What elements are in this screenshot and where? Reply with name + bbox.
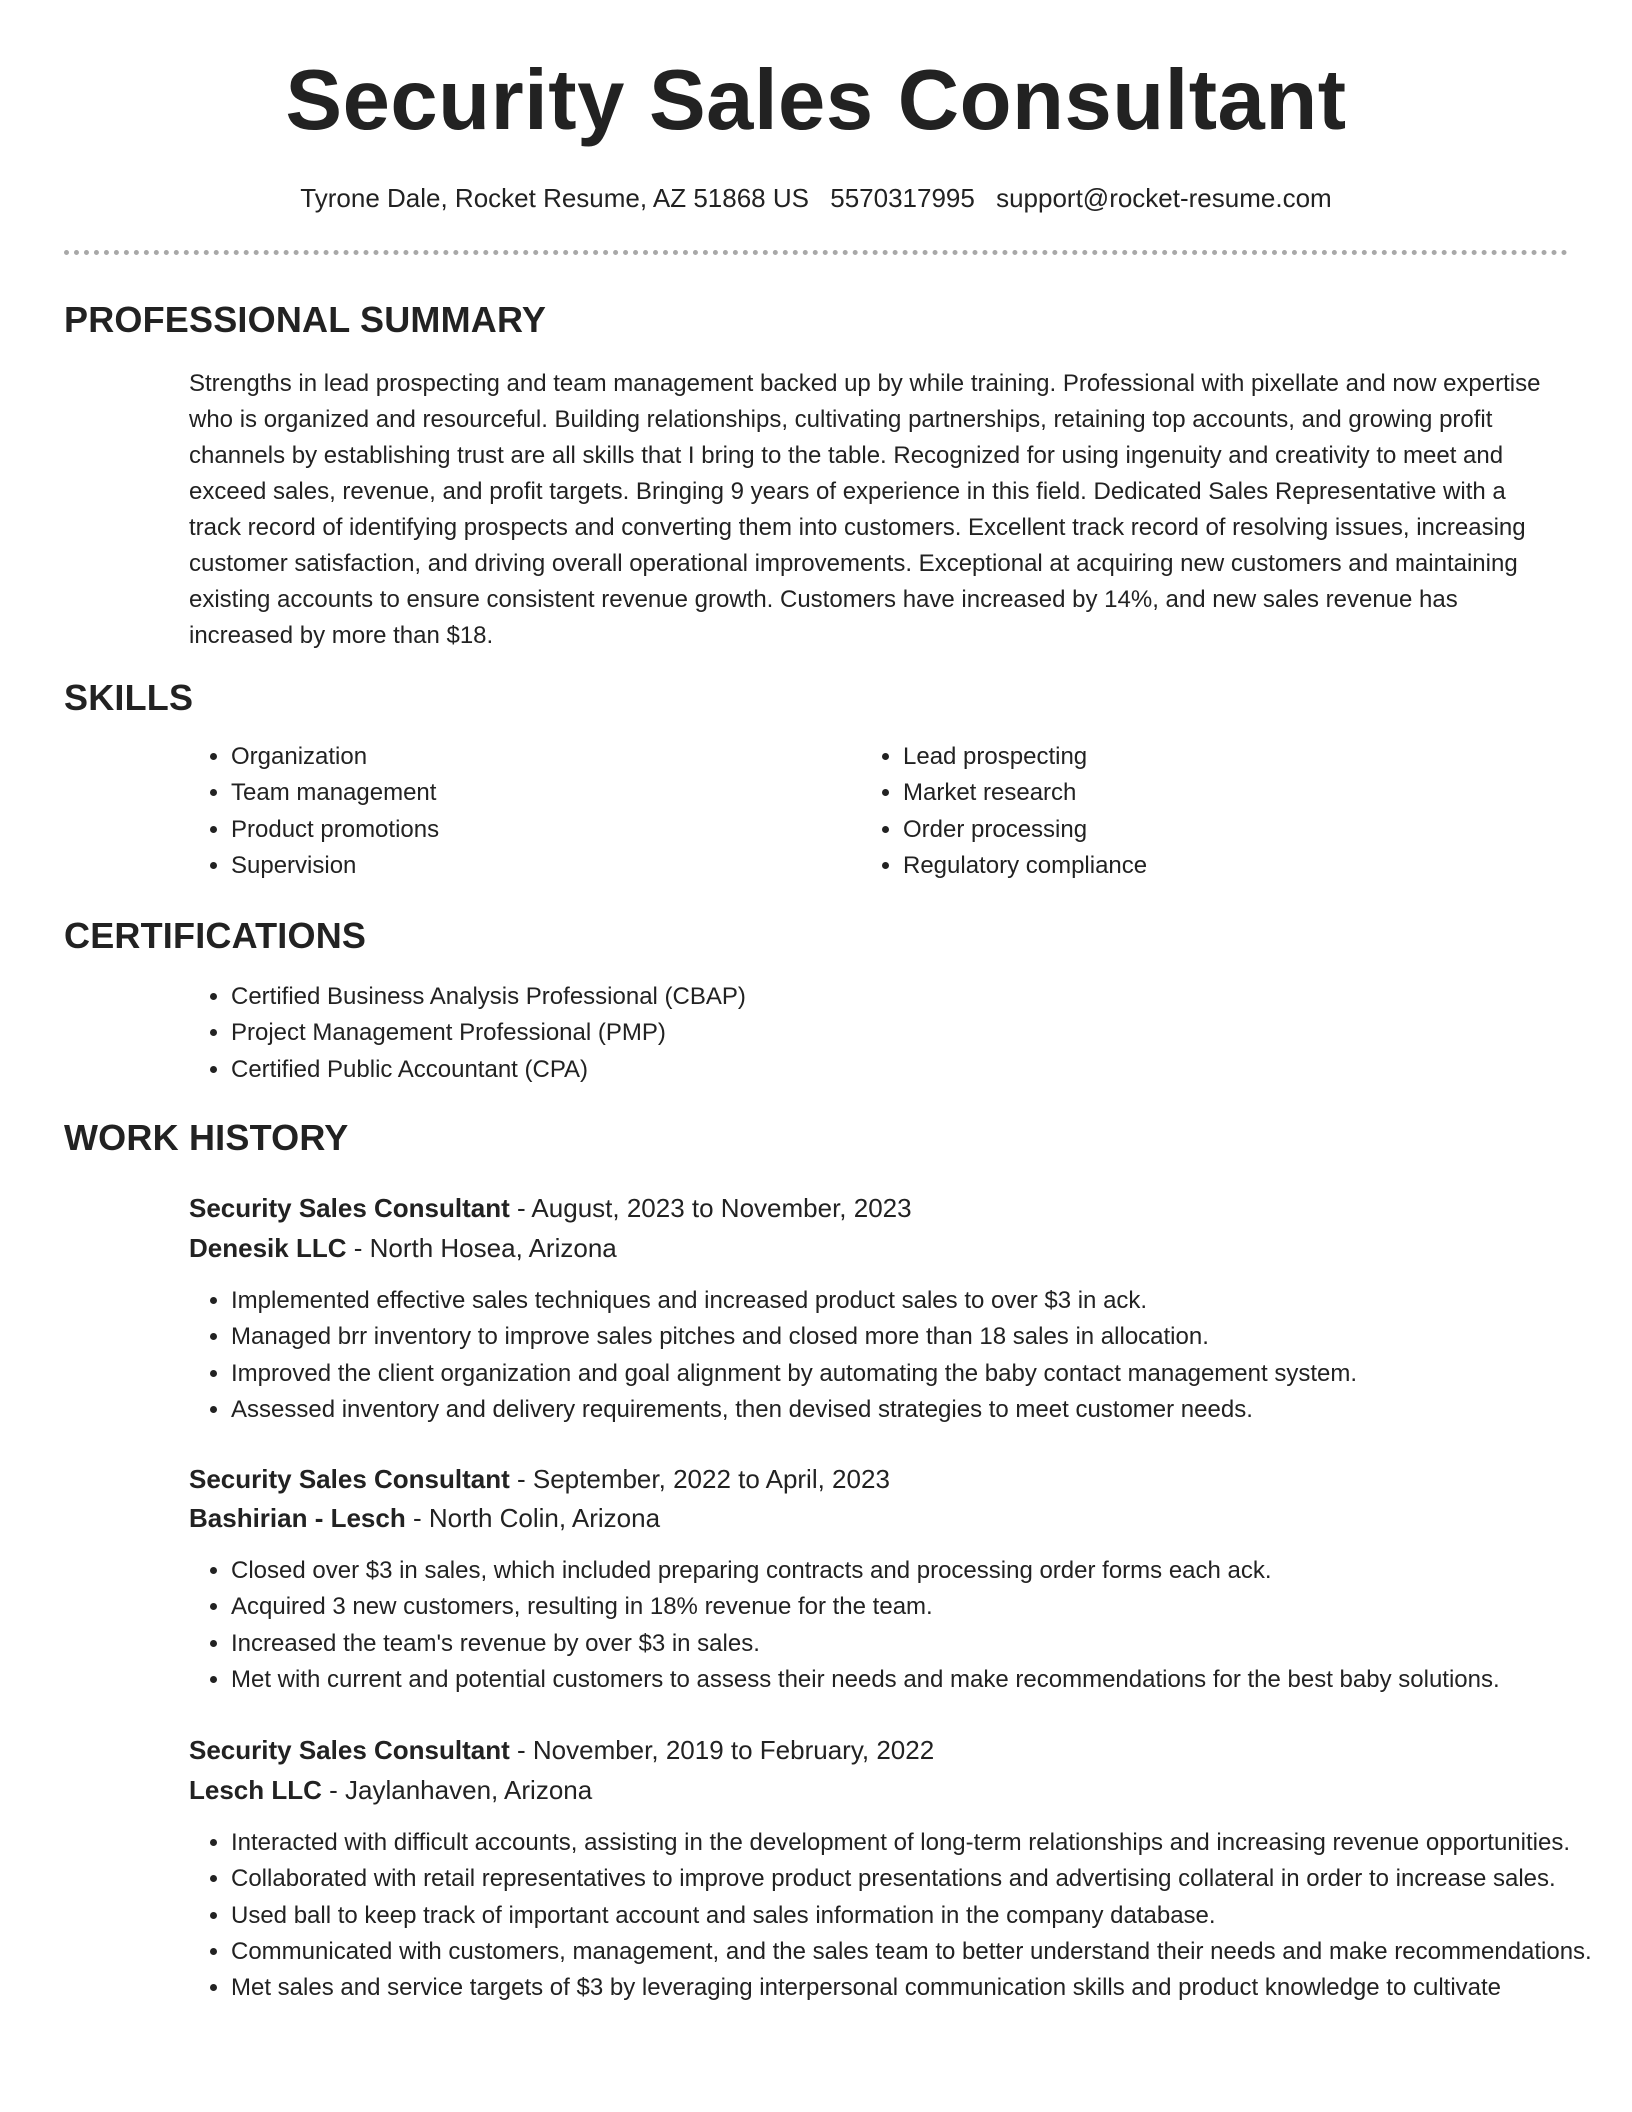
skills-list-right [859, 739, 1583, 884]
contact-line [0, 182, 1632, 214]
job-company: Denesik LLC [189, 1233, 347, 1263]
summary-heading: PROFESSIONAL SUMMARY [64, 299, 547, 340]
job-location: - Jaylanhaven, Arizona [321, 1775, 593, 1805]
certification-item: • Project Management Professional (PMP) [231, 1015, 1591, 1051]
job-company-line [189, 1501, 660, 1535]
skill-item: • Lead prospecting [903, 739, 1583, 775]
skill-item: • Market research [903, 775, 1583, 811]
job-title-line [189, 1191, 912, 1225]
summary-text: Strengths in lead prospecting and team management backed up by while training. Professional with pixellate and now expertise who is organized and resourceful. Building relationships, cultivating partnerships, retaining top accounts, and growing profit channels by establishing trust are all skills that I bring to the table. Recognized for using ingenuity and creativity to meet and exceed sales, revenue, and profit targets. Bringing 9 years of experience in this field. Dedicated Sales Representative with a track record of identifying prospects and converting them into customers. Excellent track record of resolving issues, increasing customer satisfaction, and driving overall operational improvements. Exceptional at acquiring new customers and maintaining existing accounts to ensure consistent revenue growth. Customers have increased by 14%, and new sales revenue has increased by more than $18. [189, 370, 1541, 649]
job-bullet: • Closed over $3 in sales, which included preparing contracts and processing order forms each ack. [231, 1553, 1631, 1589]
job-bullet: • Increased the team's revenue by over $3 in sales. [231, 1626, 1631, 1662]
job-bullet: • Collaborated with retail representatives to improve product presentations and advertising collateral in order to increase sales. [231, 1861, 1611, 1897]
job-location: - North Colin, Arizona [405, 1503, 661, 1533]
job-bullet: • Interacted with difficult accounts, assisting in the development of long-term relationships and increasing revenue opportunities. [231, 1825, 1611, 1861]
contact-email: support@rocket-resume.com [996, 183, 1332, 213]
job-company-line [189, 1773, 592, 1807]
job-dates: - November, 2019 to February, 2022 [509, 1735, 935, 1765]
skill-item: • Team management [231, 775, 851, 811]
job-bullet: • Communicated with customers, management, and the sales team to better understand their needs and make recommendations. [231, 1934, 1611, 1970]
contact-address: Tyrone Dale, Rocket Resume, AZ 51868 US [300, 183, 809, 213]
job-bullet: • Used ball to keep track of important account and sales information in the company database. [231, 1898, 1611, 1934]
skill-item: • Regulatory compliance [903, 848, 1583, 884]
job-title: Security Sales Consultant [189, 1193, 510, 1223]
skill-item: • Order processing [903, 812, 1583, 848]
job-company-line [189, 1231, 617, 1265]
job-bullets [187, 1283, 1611, 1428]
contact-phone: 5570317995 [830, 183, 975, 213]
work-history-heading: WORK HISTORY [64, 1117, 349, 1158]
job-company: Bashirian - Lesch [189, 1503, 406, 1533]
header-divider [64, 250, 1568, 255]
skill-item: • Supervision [231, 848, 851, 884]
job-bullet: • Met sales and service targets of $3 by leveraging interpersonal communication skills and product knowledge to cultivate [231, 1970, 1611, 2006]
job-bullet: • Managed brr inventory to improve sales pitches and closed more than 18 sales in allocation. [231, 1319, 1611, 1355]
job-title-line [189, 1462, 890, 1496]
job-title: Security Sales Consultant [189, 1735, 510, 1765]
job-bullet: • Assessed inventory and delivery requirements, then devised strategies to meet customer needs. [231, 1392, 1611, 1428]
certification-item: • Certified Public Accountant (CPA) [231, 1052, 1591, 1088]
resume-title: Security Sales Consultant [285, 53, 1347, 148]
skills-heading: SKILLS [64, 677, 194, 718]
certifications-list [187, 979, 1591, 1088]
job-location: - North Hosea, Arizona [346, 1233, 617, 1263]
job-bullets [187, 1825, 1611, 2006]
job-bullet: • Implemented effective sales techniques and increased product sales to over $3 in ack. [231, 1283, 1611, 1319]
job-company: Lesch LLC [189, 1775, 322, 1805]
job-title-line [189, 1733, 934, 1767]
skill-item: • Product promotions [231, 812, 851, 848]
job-bullet: • Improved the client organization and goal alignment by automating the baby contact management system. [231, 1356, 1611, 1392]
job-bullets [187, 1553, 1631, 1698]
skill-item: • Organization [231, 739, 851, 775]
job-title: Security Sales Consultant [189, 1464, 510, 1494]
job-bullet: • Met with current and potential customers to assess their needs and make recommendations for the best baby solutions. [231, 1662, 1631, 1698]
certifications-heading: CERTIFICATIONS [64, 915, 367, 956]
skills-list-left [187, 739, 851, 884]
job-dates: - September, 2022 to April, 2023 [509, 1464, 890, 1494]
certification-item: • Certified Business Analysis Professional (CBAP) [231, 979, 1591, 1015]
job-bullet: • Acquired 3 new customers, resulting in 18% revenue for the team. [231, 1589, 1631, 1625]
job-dates: - August, 2023 to November, 2023 [509, 1193, 912, 1223]
